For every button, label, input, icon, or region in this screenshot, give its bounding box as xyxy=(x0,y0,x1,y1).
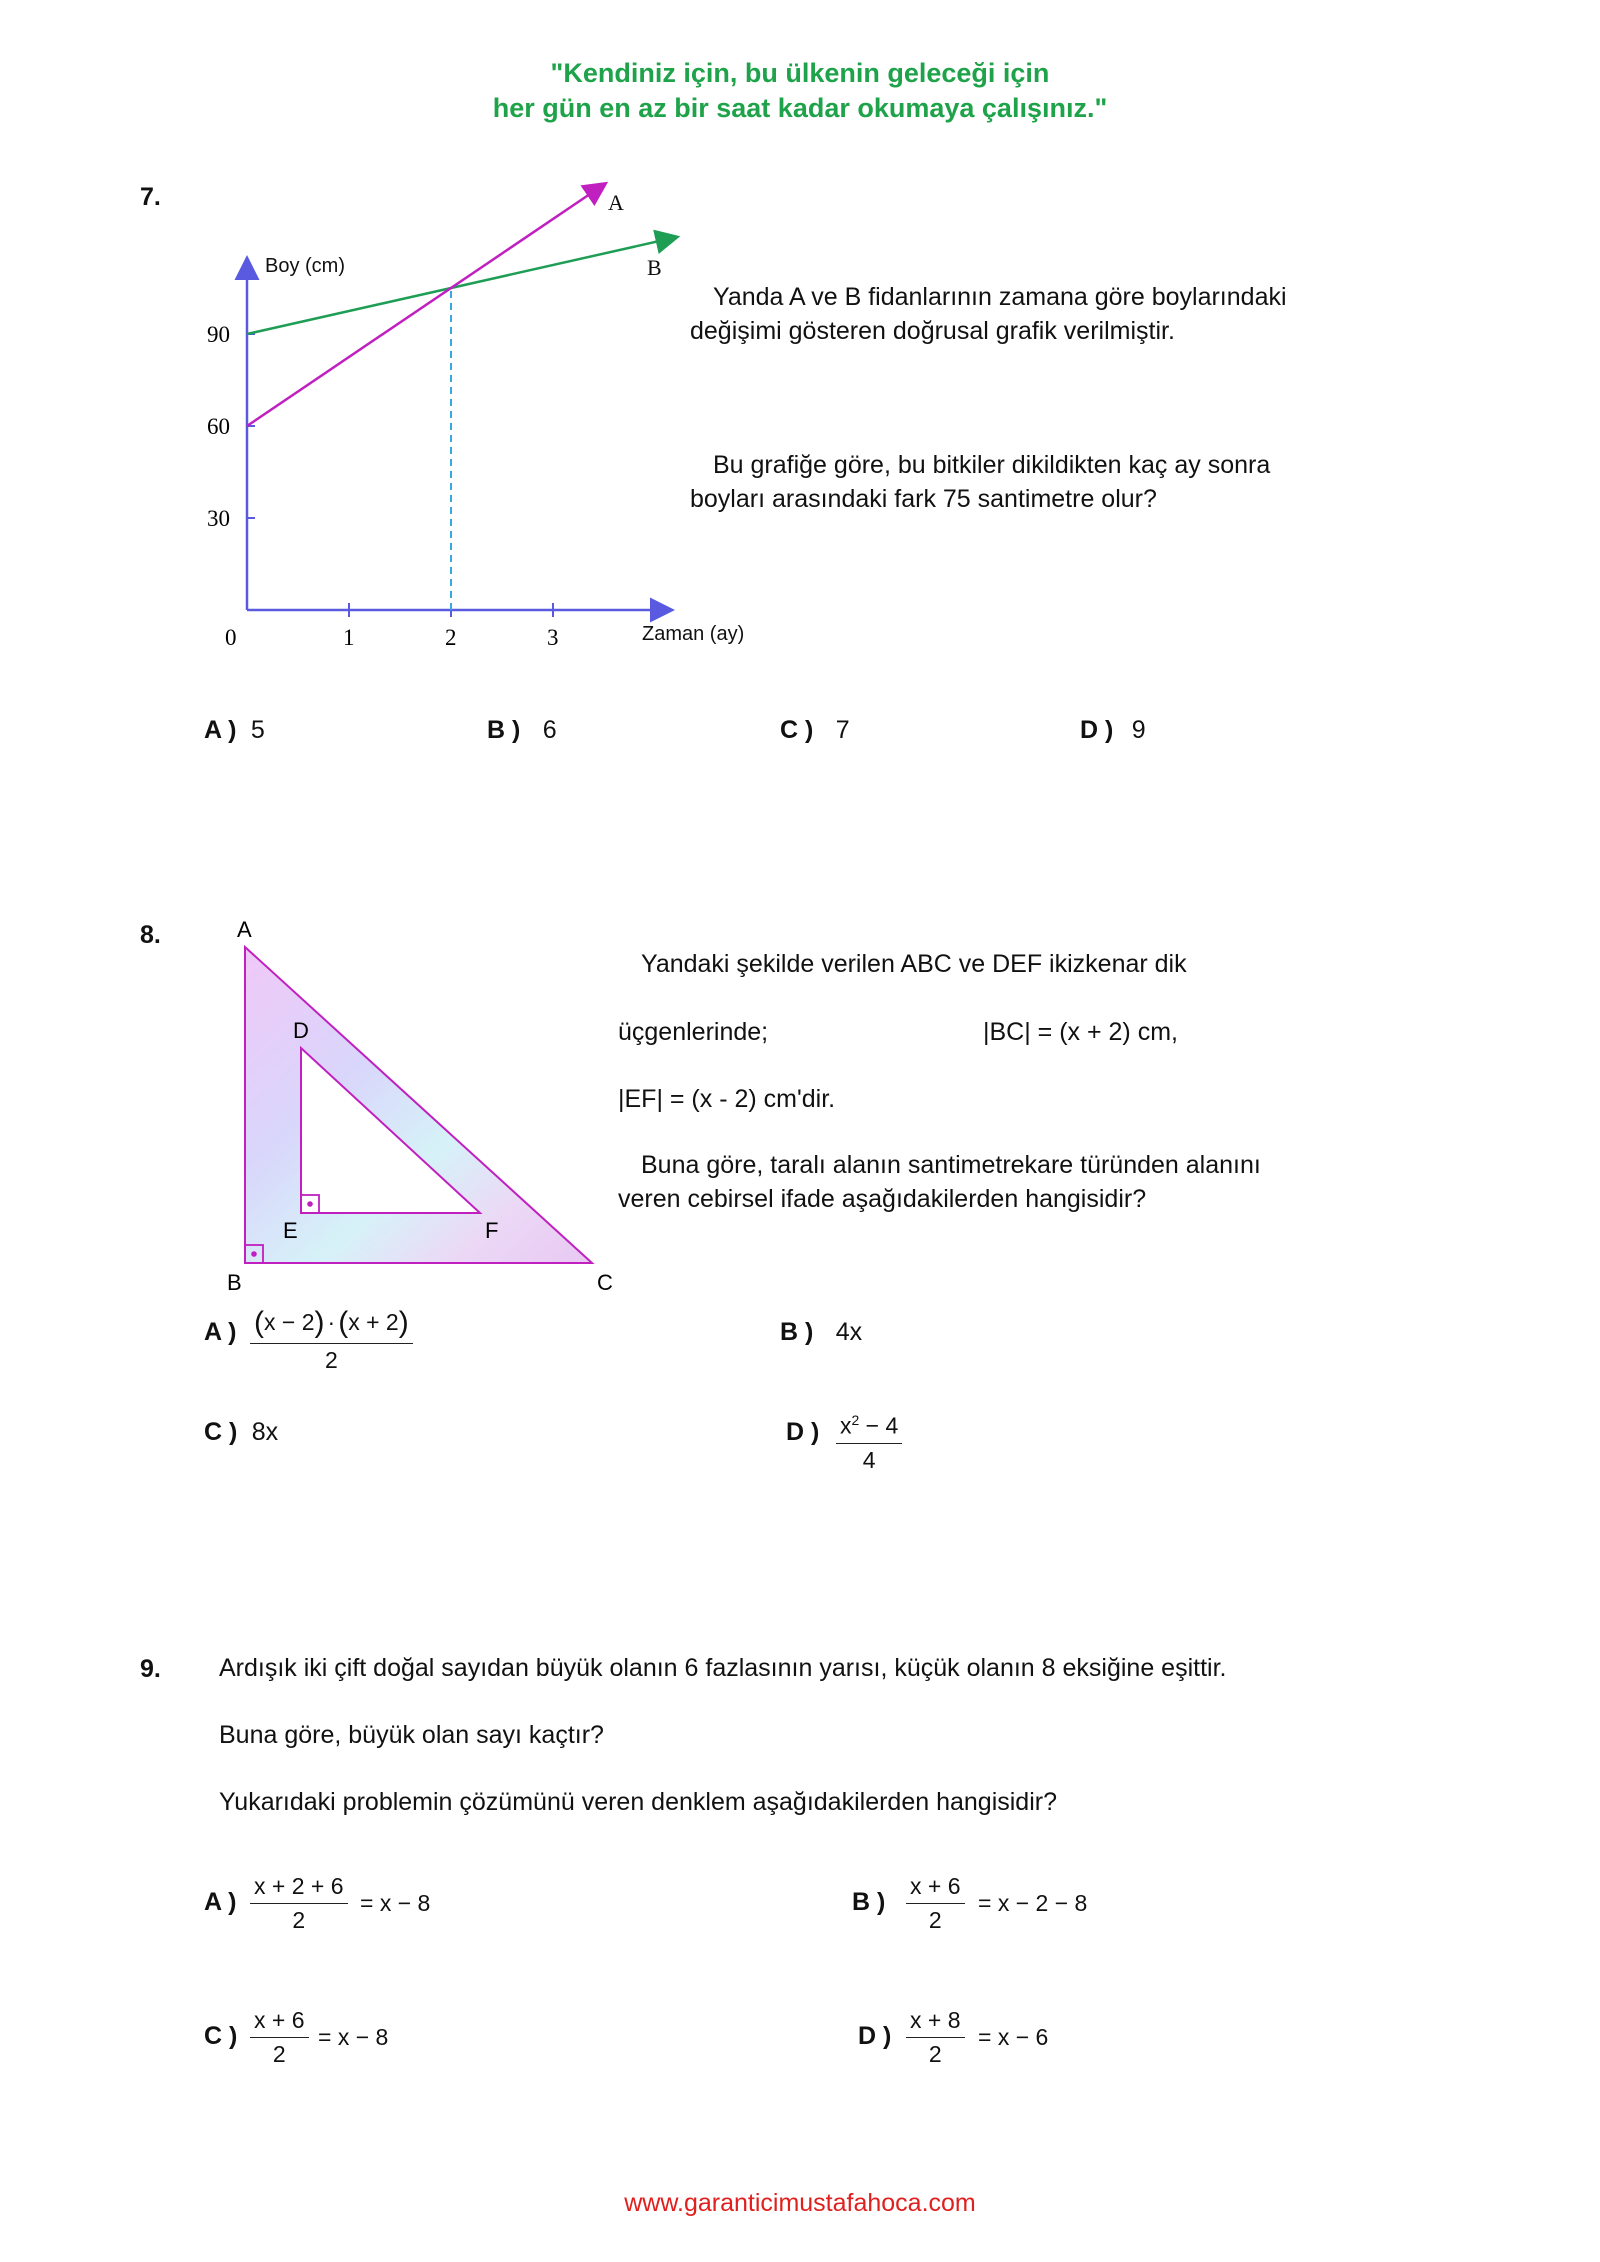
option-letter: C ) xyxy=(204,2022,238,2050)
series-a-label: A xyxy=(608,190,624,215)
q8-option-a-fraction: $\frac{(x - 2) \cdot (x + 2)}{2}$ xyxy=(250,1306,413,1374)
option-letter: A ) xyxy=(204,1888,237,1916)
q8-line-2a: üçgenlerinde; xyxy=(618,1018,769,1046)
denominator: 2 xyxy=(928,2041,942,2067)
option-value: 8x xyxy=(251,1418,279,1446)
q7-para2-line1: Bu grafiğe göre, bu bitkiler dikildikten kaç ay sonra xyxy=(713,451,1271,479)
q7-option-a[interactable] xyxy=(204,716,265,745)
q9-option-c-fraction xyxy=(250,2007,309,2068)
q8-option-b[interactable] xyxy=(780,1318,862,1347)
numerator: x + 8 xyxy=(906,2007,965,2038)
q9-option-b-fraction xyxy=(906,1873,965,1934)
q8-option-a[interactable] xyxy=(204,1318,236,1347)
motto-header xyxy=(0,56,1600,126)
x-tick-label: 3 xyxy=(547,625,559,650)
q8-line-4: Buna göre, taralı alanın santimetrekare türünden alanını xyxy=(641,1151,1261,1179)
x-tick-label: 2 xyxy=(445,625,457,650)
question-7-number: 7. xyxy=(140,183,161,211)
motto-line-2: her gün en az bir saat kadar okumaya çalışınız." xyxy=(492,93,1108,123)
q8-line-1: Yandaki şekilde verilen ABC ve DEF ikizkenar dik xyxy=(641,950,1187,978)
denominator: 4 xyxy=(862,1446,876,1473)
q7-paragraph-1 xyxy=(690,280,1287,348)
factor-1: x − 2 xyxy=(264,1309,315,1335)
option-letter: D ) xyxy=(1080,716,1114,744)
y-tick-label: 30 xyxy=(207,506,230,531)
q9-option-c[interactable] xyxy=(204,2022,237,2051)
x-tick-label: 0 xyxy=(225,625,237,650)
numerator-rest: − 4 xyxy=(859,1412,899,1439)
denominator: 2 xyxy=(292,1907,306,1933)
option-letter: B ) xyxy=(487,716,521,744)
y-axis-label: Boy (cm) xyxy=(265,255,345,277)
motto-line-1: "Kendiniz için, bu ülkenin geleceği için xyxy=(550,58,1050,88)
shaded-region xyxy=(245,947,592,1263)
option-letter: B ) xyxy=(780,1318,814,1346)
option-letter: D ) xyxy=(786,1418,820,1446)
q9-option-b[interactable] xyxy=(852,1888,885,1917)
option-letter: C ) xyxy=(204,1418,238,1446)
q9-option-c-rhs: = x − 8 xyxy=(318,2024,389,2050)
q7-paragraph-2 xyxy=(690,448,1270,516)
q8-option-d-fraction xyxy=(836,1412,902,1474)
series-b-label: B xyxy=(647,255,662,280)
q8-paragraph-2 xyxy=(618,1148,1261,1216)
numerator: x + 6 xyxy=(250,2007,309,2038)
q7-para1-line1: Yanda A ve B fidanlarının zamana göre boylarındaki xyxy=(713,283,1287,311)
q7-option-b[interactable] xyxy=(487,716,557,745)
factor-2: x + 2 xyxy=(348,1309,399,1335)
vertex-e: E xyxy=(283,1218,298,1243)
q7-option-c[interactable] xyxy=(780,716,850,745)
q9-option-a[interactable] xyxy=(204,1888,236,1917)
q7-option-d[interactable] xyxy=(1080,716,1146,745)
q9-line-2: Buna göre, büyük olan sayı kaçtır? xyxy=(219,1721,604,1749)
q9-option-d-rhs: = x − 6 xyxy=(978,2024,1049,2050)
q7-para1-line2: değişimi gösteren doğrusal grafik verilmiştir. xyxy=(690,317,1175,345)
option-letter: A ) xyxy=(204,1318,237,1346)
exponent: 2 xyxy=(851,1412,860,1428)
x-tick-label: 1 xyxy=(343,625,355,650)
y-tick-label: 60 xyxy=(207,414,230,439)
option-value: 4x xyxy=(835,1318,863,1346)
series-b-line xyxy=(247,237,675,334)
option-letter: C ) xyxy=(780,716,814,744)
y-tick-label: 90 xyxy=(207,322,230,347)
q8-option-c[interactable] xyxy=(204,1418,278,1447)
vertex-d: D xyxy=(293,1018,309,1043)
footer-website-link[interactable]: www.garanticimustafahoca.com xyxy=(624,2189,976,2217)
q7-line-chart xyxy=(180,175,750,665)
numerator: x + 2 + 6 xyxy=(250,1873,348,1904)
option-value: 7 xyxy=(835,716,850,744)
series-a-line xyxy=(247,185,604,427)
numerator-base: x xyxy=(840,1412,852,1439)
option-letter: D ) xyxy=(858,2022,892,2050)
q9-line-3: Yukarıdaki problemin çözümünü veren denklem aşağıdakilerden hangisidir? xyxy=(219,1788,1057,1816)
denominator: 2 xyxy=(928,1907,942,1933)
q9-option-b-rhs: = x − 2 − 8 xyxy=(978,1890,1088,1916)
denominator: 2 xyxy=(324,1347,338,1373)
option-value: 6 xyxy=(542,716,557,744)
vertex-b: B xyxy=(227,1270,242,1295)
vertex-a: A xyxy=(237,917,252,942)
q9-option-a-fraction xyxy=(250,1873,348,1934)
denominator: 2 xyxy=(272,2041,286,2067)
option-letter: A ) xyxy=(204,716,237,744)
q9-option-d[interactable] xyxy=(858,2022,891,2051)
q9-option-a-rhs: = x − 8 xyxy=(360,1890,431,1916)
q9-line-1: Ardışık iki çift doğal sayıdan büyük olanın 6 fazlasının yarısı, küçük olanın 8 eksiğine eşittir. xyxy=(219,1654,1227,1682)
q8-line-5: veren cebirsel ifade aşağıdakilerden hangisidir? xyxy=(618,1185,1147,1213)
option-letter: B ) xyxy=(852,1888,886,1916)
q7-para2-line2: boyları arasındaki fark 75 santimetre olur? xyxy=(690,485,1157,513)
q8-option-d[interactable] xyxy=(786,1418,819,1447)
dot-operator: · xyxy=(327,1309,336,1335)
numerator: x + 6 xyxy=(906,1873,965,1904)
q8-line-3: |EF| = (x - 2) cm'dir. xyxy=(618,1085,836,1113)
question-8-number: 8. xyxy=(140,921,161,949)
x-axis-label: Zaman (ay) xyxy=(642,623,745,645)
q9-option-d-fraction xyxy=(906,2007,965,2068)
vertex-c: C xyxy=(597,1270,613,1295)
q8-triangle-figure xyxy=(215,905,635,1305)
q8-line-2b: |BC| = (x + 2) cm, xyxy=(983,1018,1178,1046)
option-value: 5 xyxy=(250,716,265,744)
vertex-f: F xyxy=(485,1218,499,1243)
option-value: 9 xyxy=(1131,716,1146,744)
question-9-number: 9. xyxy=(140,1655,161,1683)
